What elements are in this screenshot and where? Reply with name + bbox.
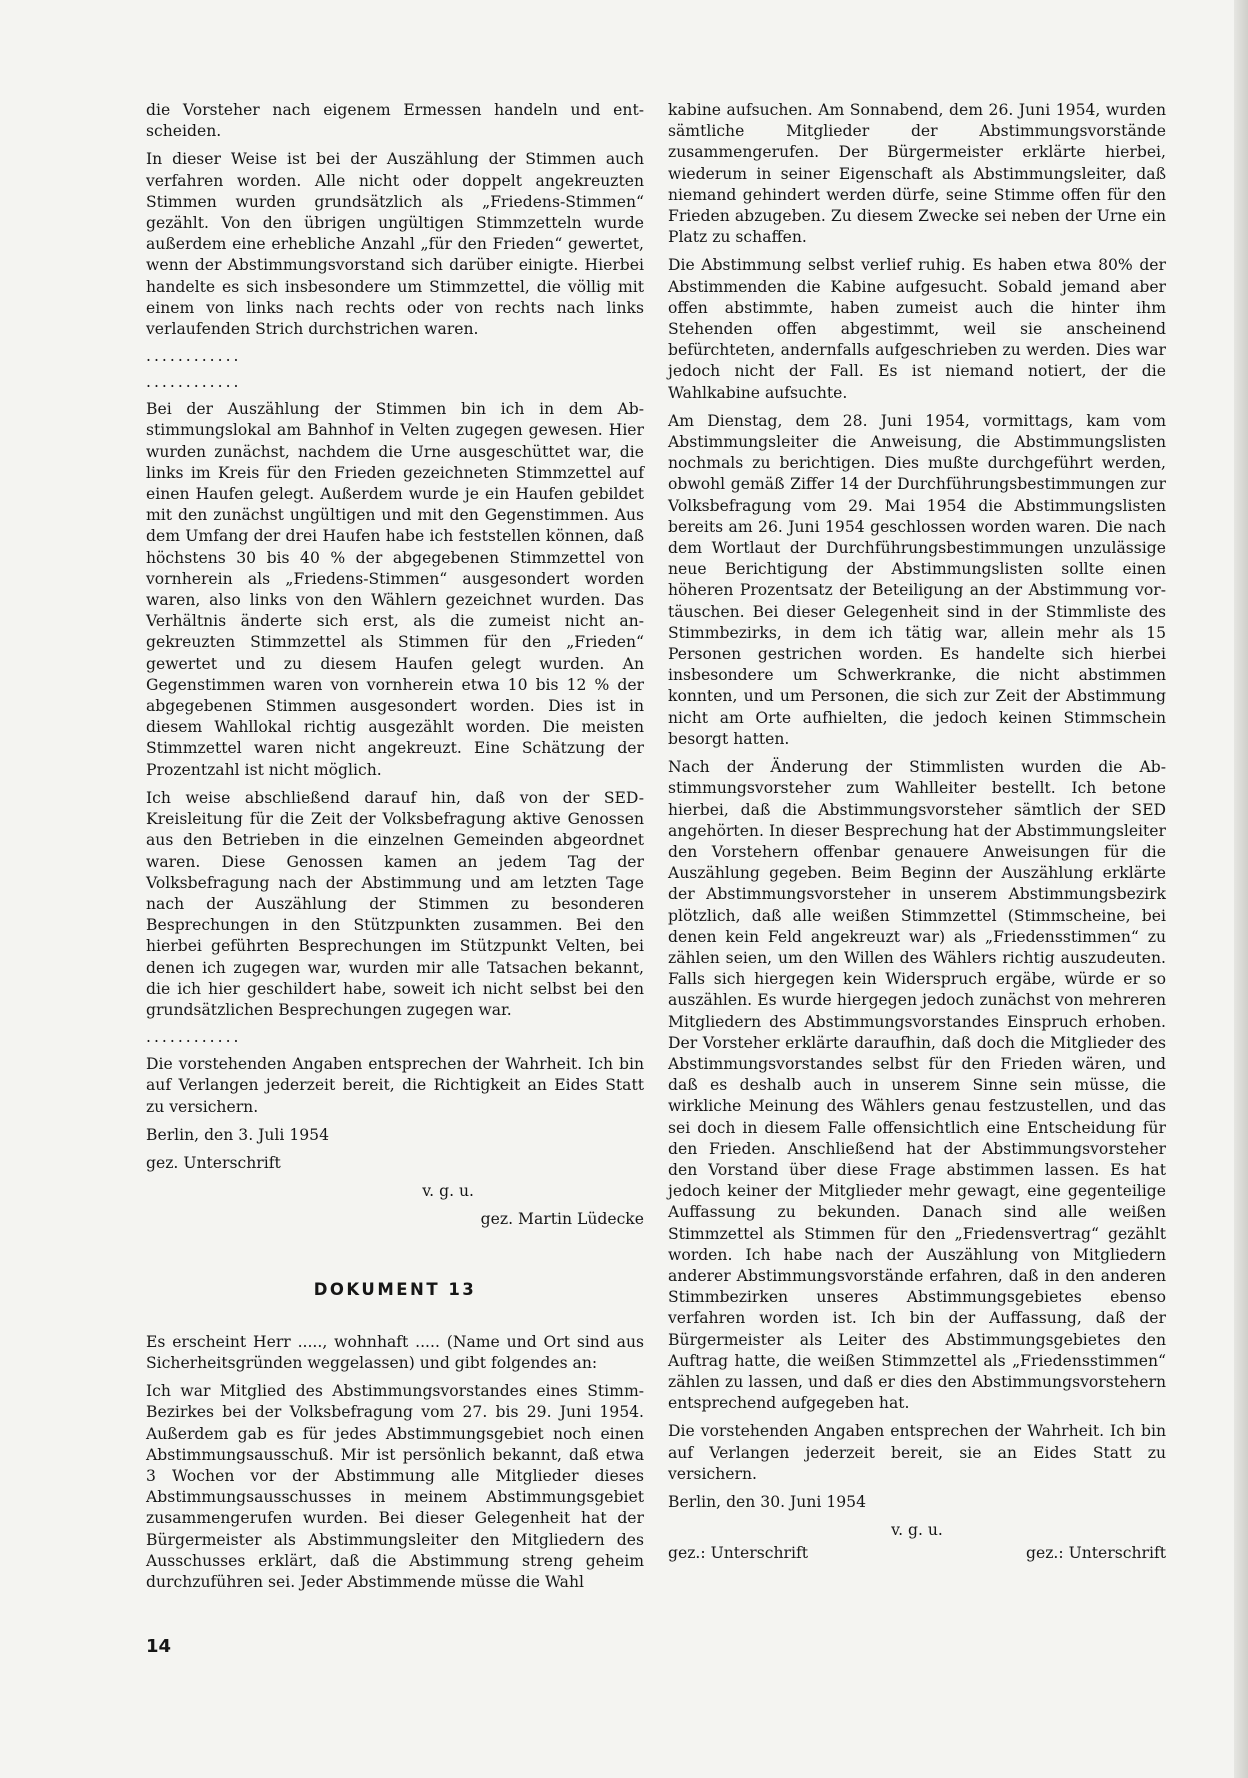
ellipsis-divider: ............ xyxy=(146,347,242,366)
document-heading: DOKUMENT 13 xyxy=(313,1279,477,1299)
ellipsis-divider: ............ xyxy=(146,1028,242,1047)
paragraph: Ich weise abschließend darauf hin, daß von der SED-Kreisleitung für die Zeit der Volksbefragung aktive Genossen aus den Betrieben in die einzelnen Gemeinden abgeordnet waren. Diese Genossen kamen an jedem Tag der Volksbefragung nach der Abstimmung und am letzten Tage nach der Auszählung der Stimmen zu besonderen Besprechungen in den Stützpunkten zusammen. Bei den hierbei geführten Besprechungen im Stützpunkt Velten, bei denen ich zugegen war, wurden mir alle Tatsachen bekannt, die ich hier geschildert habe, soweit ich nicht selbst bei den grundsätzlichen Besprechungen zugegen war. xyxy=(146,788,644,1019)
paragraph: Die Abstimmung selbst verlief ruhig. Es haben etwa 80% der Abstimmenden die Kabine aufgesucht. Sobald jemand aber offen abstimmte, haben zumeist auch die hinter ihm Stehenden offen abgestimmt, weil sie anscheinend befürchteten, andernfalls aufgeschrieben zu werden. Dies war jedoch nicht der Fall. Es ist niemand notiert, der die Wahlkabine aufsuchte. xyxy=(668,256,1166,402)
right-column xyxy=(668,100,1166,1565)
signature-row xyxy=(668,1543,1166,1564)
paragraph: Die vorstehenden Angaben entsprechen der Wahrheit. Ich bin auf Verlangen jederzeit bereit, sie an Eides Statt zu versichern. xyxy=(668,1422,1166,1483)
paragraph: Nach der Änderung der Stimmlisten wurden die Abstimmungsvorsteher zum Wahlleiter bestellt. Ich betone hierbei, daß die Abstimmungsvorsteher sämtlich der SED angehörten. In dieser Besprechung hat der Abstimmungsleiter den Vorstehern offenbar genauere Anweisungen für die Auszählung gegeben. Beim Beginn der Auszählung erklärte der Abstimmungsvorsteher in unserem Abstimmungsbezirk plötzlich, daß alle weißen Stimmzettel (Stimmscheine, bei denen kein Feld angekreuzt war) als „Friedensstimmen“ zu zählen seien, um den Willen des Wählers richtig auszudeuten. Falls sich hiergegen kein Widerspruch ergäbe, würde er so auszählen. Es wurde hiergegen jedoch zunächst von mehreren Mitgliedern des Abstimmungsvorstandes Einspruch erhoben. Der Vorsteher erklärte daraufhin, daß doch die Mitglieder des Abstimmungsvorstandes selbst für den Frieden wären, und daß es deshalb auch in unserem Sinne sein müsse, die wirkliche Meinung des Wählers genau festzustellen, und das sei doch in diesem Falle offensichtlich eine Entscheidung für den Frieden. Anschließend hat der Abstimmungsvorsteher den Vorstand über diese Frage abstimmen lassen. Es hat jedoch keiner der Mitglieder mehr gewagt, eine gegenteilige Auffassung zu bekunden. Danach sind alle weißen Stimmzettel als Stimmen für den „Friedensvertrag“ gezählt worden. Ich habe nach der Auszählung von Mitgliedern anderer Abstimmungsvorstände erfahren, daß in den anderen Stimmbezirken unseres Abstimmungsgebietes ebenso verfahren worden ist. Ich bin der Auffassung, daß der Bürgermeister als Leiter des Abstimmungsgebietes den Auftrag hatte, die weißen Stimmzettel als „Friedensstimmen“ zählen zu lassen, und daß er dies den Abstimmungsvorstehern entsprechend aufgegeben hat. xyxy=(668,758,1166,1413)
paragraph: In dieser Weise ist bei der Auszählung der Stimmen auch verfahren worden. Alle nicht oder doppelt angekreuzten Stimmen wurden grundsätzlich als „Friedens-Stimmen“ gezählt. Von den übrigen ungültigen Stimmzetteln wurde außerdem eine erhebliche Anzahl „für den Frieden“ gewertet, wenn der Abstimmungsvorstand sich darüber einigte. Hierbei handelte es sich insbesondere um Stimmzettel, die völlig mit einem von links nach rechts oder von rechts nach links verlaufenden Strich durchstrichen waren. xyxy=(146,150,644,339)
paragraph: Die vorstehenden Angaben entsprechen der Wahrheit. Ich bin auf Verlangen jederzeit bereit, die Richtigkeit an Eides Statt zu versichern. xyxy=(146,1055,644,1116)
paragraph: Ich war Mitglied des Abstimmungsvorstandes eines Stimm-Bezirkes bei der Volksbefragung vom 27. bis 29. Juni 1954. Außerdem gab es für jedes Abstimmungsgebiet noch einen Abstimmungsausschuß. Mir ist persönlich bekannt, daß etwa 3 Wochen vor der Abstimmung alle Mitglieder dieses Abstimmungsausschusses in meinem Abstimmungsgebiet zusammengerufen wurden. Bei dieser Gelegenheit hat der Bürgermeister als Abstimmungsleiter den Mitgliedern des Ausschusses erklärt, daß die Abstimmung streng geheim durchzuführen sei. Jeder Abstimmende müsse die Wahl xyxy=(146,1382,644,1591)
paragraph: Bei der Auszählung der Stimmen bin ich in dem Abstimmungslokal am Bahnhof in Velten zugegen gewesen. Hier wurden zunächst, nachdem die Urne ausgeschüttet war, die links im Kreis für den Frieden gezeichneten Stimmzettel auf einen Haufen gelegt. Außerdem wurde je ein Haufen gebildet mit den zunächst ungültigen und mit den Gegenstimmen. Aus dem Umfang der drei Haufen habe ich feststellen können, daß höchstens 30 bis 40 % der abgegebenen Stimmzettel von vornherein als „Friedens-Stimmen“ ausgesondert worden waren, also links von den Wählern gezeichnet wurden. Das Verhältnis änderte sich erst, als die zumeist nicht angekreuzten Stimmzettel als Stimmen für den „Frieden“ gewertet und zu diesem Haufen gelegt wurden. An Gegenstimmen waren von vornherein etwa 10 bis 12 % der abgegebenen Stimmen ausgesondert worden. Dies ist in diesem Wahllokal richtig ausgezählt worden. Die meisten Stimmzettel waren nicht angekreuzt. Eine Schätzung der Prozentzahl ist nicht möglich. xyxy=(146,400,644,779)
paragraph: kabine aufsuchen. Am Sonnabend, dem 26. Juni 1954, wurden sämtliche Mitglieder der Abstimmungsvorstände zusammengerufen. Der Bürgermeister erklärte hierbei, wiederum in seiner Eigenschaft als Abstimmungsleiter, daß niemand gehindert werden dürfe, seine Stimme offen für den Frieden abzugeben. Zu diesem Zwecke sei neben der Urne ein Platz zu schaffen. xyxy=(668,101,1166,247)
ellipsis-divider: ............ xyxy=(146,373,242,392)
certification-mark: v. g. u. xyxy=(891,1521,943,1540)
certification-mark: v. g. u. xyxy=(422,1182,474,1201)
signature: gez.: Unterschrift xyxy=(1026,1544,1166,1563)
place-date: Berlin, den 3. Juli 1954 xyxy=(146,1125,330,1144)
signature: gez.: Unterschrift xyxy=(668,1544,808,1563)
page-edge-shadow xyxy=(1234,0,1248,1778)
paragraph: Es erscheint Herr ....., wohnhaft ..... (Name und Ort sind aus Sicherheitsgründen weggelassen) und gibt folgendes an: xyxy=(146,1332,644,1372)
page-number: 14 xyxy=(146,1636,172,1657)
left-column xyxy=(146,100,644,1600)
signature: gez. Unterschrift xyxy=(146,1153,281,1172)
signature: gez. Martin Lüdecke xyxy=(480,1210,644,1229)
paragraph: Am Dienstag, dem 28. Juni 1954, vormittags, kam vom Abstimmungsleiter die Anweisung, die Abstimmungslisten nochmals zu berichtigen. Dies mußte durchgeführt werden, obwohl gemäß Ziffer 14 der Durchführungsbestimmungen zur Volksbefragung vom 29. Mai 1954 die Abstimmungslisten bereits am 26. Juni 1954 geschlossen worden waren. Die nach dem Wortlaut der Durchführungsbestimmungen unzulässige neue Berichtigung der Abstimmungslisten sollte einen höheren Prozentsatz der Beteiligung an der Abstimmung vortäuschen. Bei dieser Gelegenheit sind in der Stimmliste des Stimmbezirks, in dem ich tätig war, allein mehr als 15 Personen gestrichen worden. Es handelte sich hierbei insbesondere um Schwerkranke, die nicht abstimmen konnten, und um Personen, die sich zur Zeit der Abstimmung nicht am Orte aufhielten, die jedoch keinen Stimmschein besorgt hatten. xyxy=(668,411,1166,748)
place-date: Berlin, den 30. Juni 1954 xyxy=(668,1493,867,1511)
paragraph: die Vorsteher nach eigenem Ermessen handeln und entscheiden. xyxy=(146,101,644,141)
